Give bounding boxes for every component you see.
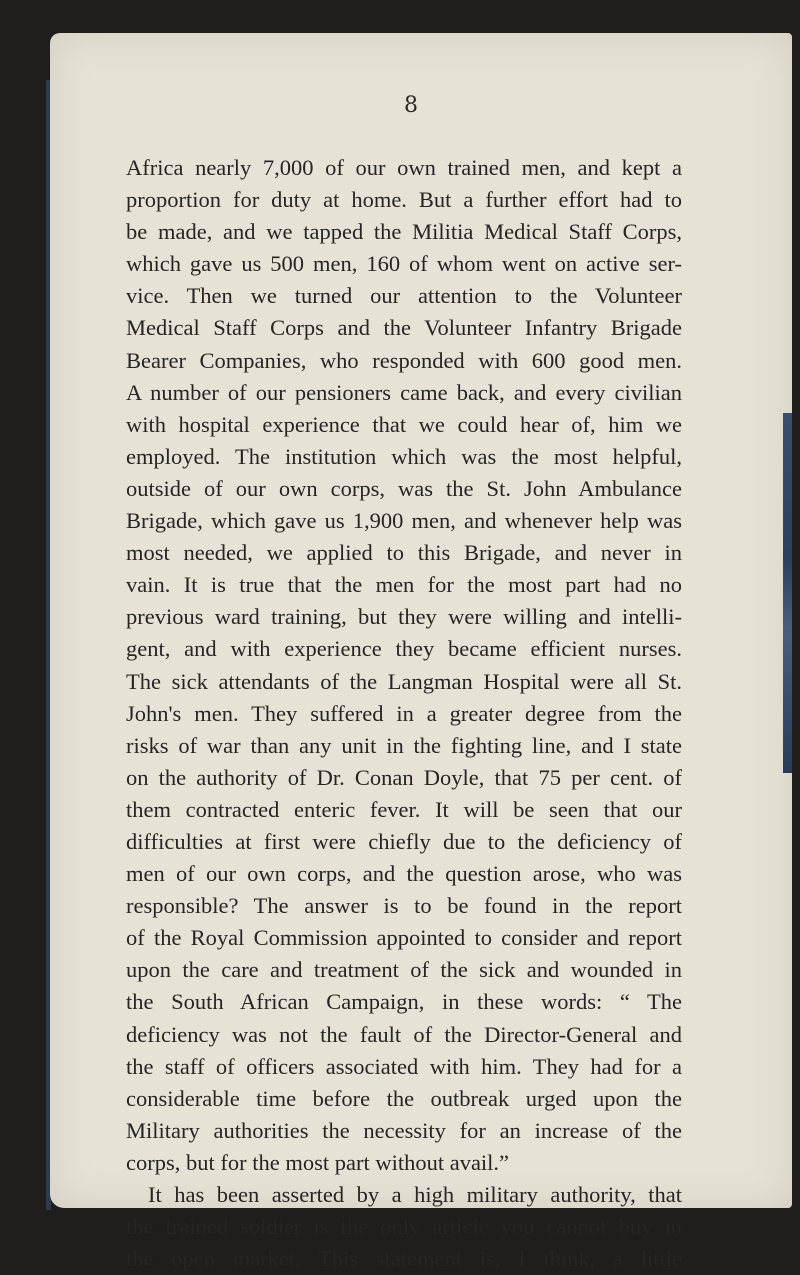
text-line: proportion for duty at home. But a further effort had to [126,187,682,213]
text-line: The sick attendants of the Langman Hospital were all St. [126,668,682,694]
page-number: 8 [404,93,418,118]
text-line: responsible? The answer is to be found in the report [126,893,682,919]
page-edge [783,413,792,773]
text-line: the open market. This statement is, I think, a little [126,1246,682,1272]
text-line: outside of our own corps, was the St. John Ambulance [126,475,682,501]
text-line: the South African Campaign, in these words: “ The [126,989,682,1015]
text-line: of the Royal Commission appointed to consider and report [126,925,682,951]
text-line: employed. The institution which was the most helpful, [126,443,682,469]
text-line: them contracted enteric fever. It will be seen that our [126,796,682,822]
text-line: A number of our pensioners came back, and every civilian [126,379,682,405]
text-line: the trained soldier is the only article you cannot buy in [126,1214,682,1240]
text-line: the staff of officers associated with him. They had for a [126,1053,682,1079]
text-line: vain. It is true that the men for the most part had no [126,572,682,598]
body-text [126,152,682,1275]
text-line: which gave us 500 men, 160 of whom went on active ser- [126,251,682,277]
text-line: on the authority of Dr. Conan Doyle, that 75 per cent. of [126,764,682,790]
text-line: John's men. They suffered in a greater degree from the [126,700,682,726]
text-line: be made, and we tapped the Militia Medical Staff Corps, [126,219,682,245]
text-line: men of our own corps, and the question arose, who was [126,861,682,887]
text-line: difficulties at first were chiefly due to the deficiency of [126,828,682,854]
text-line: previous ward training, but they were willing and intelli- [126,604,682,630]
text-line: most needed, we applied to this Brigade, and never in [126,540,682,566]
text-line: risks of war than any unit in the fighting line, and I state [126,732,682,758]
text-line: It has been asserted by a high military authority, that [148,1182,682,1207]
text-line: with hospital experience that we could hear of, him we [126,411,682,437]
text-line: vice. Then we turned our attention to the Volunteer [126,283,682,309]
text-line: gent, and with experience they became efficient nurses. [126,636,682,662]
text-line: considerable time before the outbreak urged upon the [126,1085,682,1111]
text-line: Medical Staff Corps and the Volunteer Infantry Brigade [126,315,682,341]
text-line: Brigade, which gave us 1,900 men, and whenever help was [126,508,682,534]
text-line: upon the care and treatment of the sick and wounded in [126,957,682,983]
text-line: corps, but for the most part without avail.” [126,1149,510,1175]
text-line: deficiency was not the fault of the Director-General and [126,1021,682,1047]
text-line: Bearer Companies, who responded with 600 good men. [126,347,682,373]
text-line: Africa nearly 7,000 of our own trained men, and kept a [126,155,682,180]
text-line: Military authorities the necessity for an increase of the [126,1117,682,1143]
